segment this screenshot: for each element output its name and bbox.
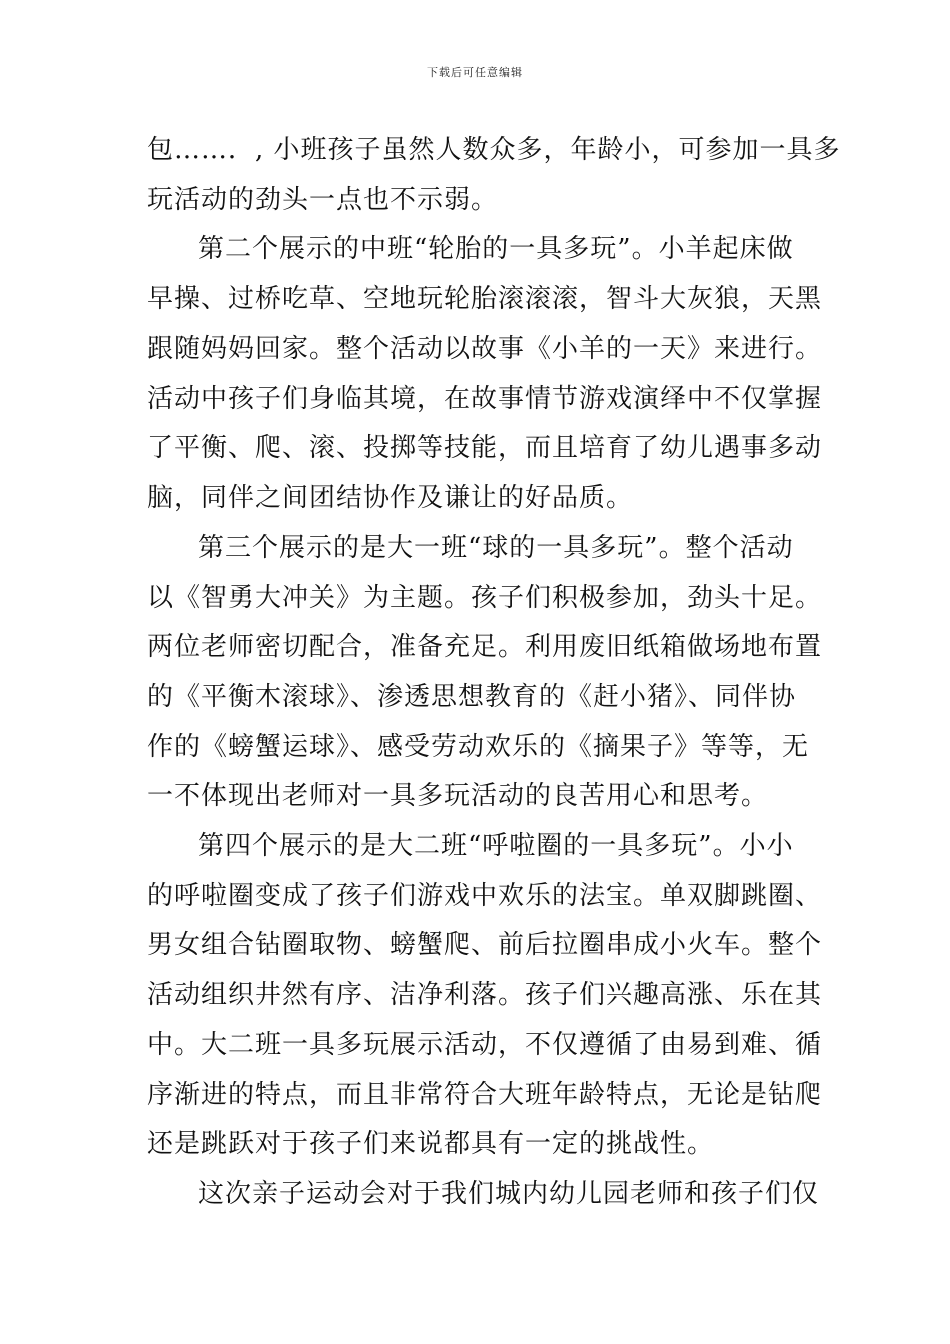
text-line: 脑，同伴之间团结协作及谦让的好品质。 [147,483,634,513]
text-line: 还是跳跃对于孩子们来说都具有一定的挑战性。 [147,1129,715,1159]
paragraph-start-line: 第四个展示的是大二班“呼啦圈的一具多玩”。小小 [198,831,794,861]
text-line: 的《平衡木滚球》、渗透思想教育的《赶小猪》、同伴协 [147,682,797,712]
text-line: 活动中孩子们身临其境，在故事情节游戏演绎中不仅掌握 [147,384,823,414]
text-line: 中。大二班一具多玩展示活动，不仅遵循了由易到难、循 [147,1030,823,1060]
text-line: 包……．, 小班孩子虽然人数众多，年龄小，可参加一具多 [147,135,841,165]
text-line: 早操、过桥吃草、空地玩轮胎滚滚滚，智斗大灰狼，天黑 [147,284,823,314]
text-line: 序渐进的特点，而且非常符合大班年龄特点，无论是钻爬 [147,1080,823,1110]
page-header: 下载后可任意编辑 [427,66,523,79]
paragraph-start-line: 这次亲子运动会对于我们城内幼儿园老师和孩子们仅 [198,1179,820,1209]
text-line: 了平衡、爬、滚、投掷等技能，而且培育了幼儿遇事多动 [147,433,823,463]
text-line: 的呼啦圈变成了孩子们游戏中欢乐的法宝。单双脚跳圈、 [147,881,823,911]
text-line: 一不体现出老师对一具多玩活动的良苦用心和思考。 [147,781,769,811]
text-line: 两位老师密切配合，准备充足。利用废旧纸箱做场地布置 [147,632,823,662]
paragraph-start-line: 第二个展示的中班“轮胎的一具多玩”。小羊起床做 [198,234,794,264]
text-line: 跟随妈妈回家。整个活动以故事《小羊的一天》来进行。 [147,334,823,364]
text-line: 男女组合钻圈取物、螃蟹爬、前后拉圈串成小火车。整个 [147,930,823,960]
text-line: 活动组织井然有序、洁净利落。孩子们兴趣高涨、乐在其 [147,980,823,1010]
text-line: 作的《螃蟹运球》、感受劳动欢乐的《摘果子》等等，无 [147,732,810,762]
text-line: 以《智勇大冲关》为主题。孩子们积极参加，劲头十足。 [147,583,823,613]
text-line: 玩活动的劲头一点也不示弱。 [147,185,499,215]
paragraph-start-line: 第三个展示的是大一班“球的一具多玩”。整个活动 [198,533,794,563]
